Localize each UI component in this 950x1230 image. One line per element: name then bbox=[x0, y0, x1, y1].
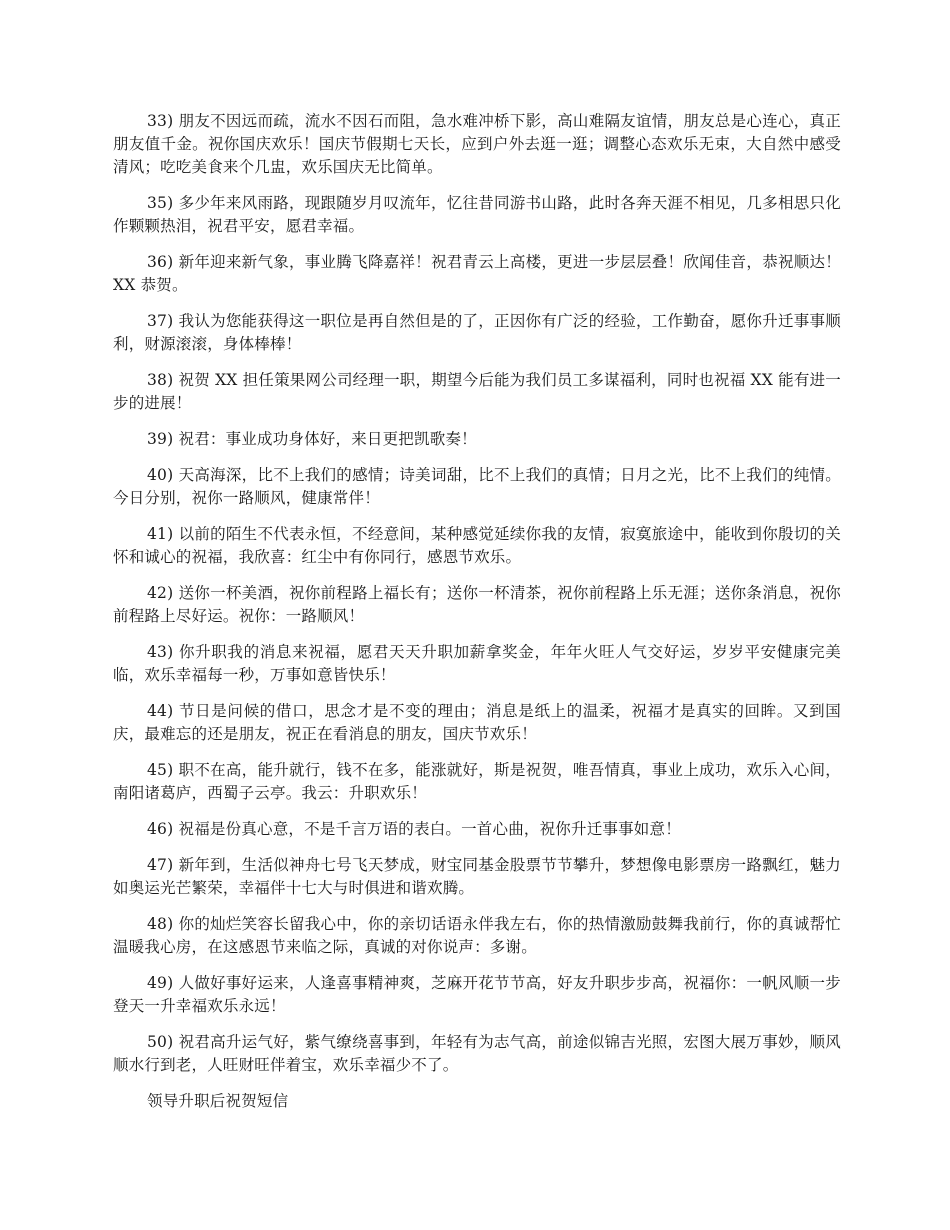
document-page bbox=[113, 110, 841, 1126]
paragraph-37: 37) 我认为您能获得这一职位是再自然但是的了，正因你有广泛的经验，工作勤奋，愿你升迁事事顺利，财源滚滚，身体棒棒！ bbox=[113, 312, 841, 353]
paragraph-35: 35) 多少年来风雨路，现跟随岁月叹流年，忆往昔同游书山路，此时各奔天涯不相见，几多相思只化作颗颗热泪，祝君平安，愿君幸福。 bbox=[113, 194, 841, 235]
paragraph-43: 43) 你升职我的消息来祝福，愿君天天升职加薪拿奖金，年年火旺人气交好运，岁岁平安健康完美临，欢乐幸福每一秒，万事如意皆快乐！ bbox=[113, 643, 841, 684]
section-heading: 领导升职后祝贺短信 bbox=[147, 1092, 289, 1110]
paragraph-36: 36) 新年迎来新气象，事业腾飞降嘉祥！祝君青云上高楼，更进一步层层叠！欣闻佳音，恭祝顺达！XX 恭贺。 bbox=[113, 253, 841, 294]
paragraph-38: 38) 祝贺 XX 担任策果网公司经理一职，期望今后能为我们员工多谋福利，同时也祝福 XX 能有进一步的进展！ bbox=[113, 371, 841, 412]
paragraph-44: 44) 节日是问候的借口，思念才是不变的理由；消息是纸上的温柔，祝福才是真实的回眸。又到国庆，最难忘的还是朋友，祝正在看消息的朋友，国庆节欢乐！ bbox=[113, 702, 841, 743]
paragraph-40: 40) 天高海深，比不上我们的感情；诗美词甜，比不上我们的真情；日月之光，比不上我们的纯情。今日分别，祝你一路顺风，健康常伴！ bbox=[113, 466, 841, 507]
paragraph-46: 46) 祝福是份真心意，不是千言万语的表白。一首心曲，祝你升迁事事如意！ bbox=[147, 820, 681, 838]
paragraph-42: 42) 送你一杯美酒，祝你前程路上福长有；送你一杯清茶，祝你前程路上乐无涯；送你条消息，祝你前程路上尽好运。祝你：一路顺风！ bbox=[113, 584, 841, 625]
paragraph-50: 50) 祝君高升运气好，紫气缭绕喜事到，年轻有为志气高，前途似锦吉光照，宏图大展万事妙，顺风顺水行到老，人旺财旺伴着宝，欢乐幸福少不了。 bbox=[113, 1033, 841, 1074]
paragraph-48: 48) 你的灿烂笑容长留我心中，你的亲切话语永伴我左右，你的热情激励鼓舞我前行，你的真诚帮忙温暖我心房，在这感恩节来临之际，真诚的对你说声：多谢。 bbox=[113, 915, 841, 956]
paragraph-39: 39) 祝君：事业成功身体好，来日更把凯歌奏！ bbox=[147, 430, 477, 448]
paragraph-41: 41) 以前的陌生不代表永恒，不经意间，某种感觉延续你我的友情，寂寞旅途中，能收到你殷切的关怀和诚心的祝福，我欣喜：红尘中有你同行，感恩节欢乐。 bbox=[113, 525, 841, 566]
paragraph-33: 33) 朋友不因远而疏，流水不因石而阻，急水难冲桥下影，高山难隔友谊情，朋友总是心连心，真正朋友值千金。祝你国庆欢乐！国庆节假期七天长，应到户外去逛一逛；调整心态欢乐无束，大自然中感受清风；吃吃美食来个几盅，欢乐国庆无比简单。 bbox=[113, 112, 841, 176]
paragraph-45: 45) 职不在高，能升就行，钱不在多，能涨就好，斯是祝贺，唯吾情真，事业上成功，欢乐入心间，南阳诸葛庐，西蜀子云亭。我云：升职欢乐！ bbox=[113, 761, 841, 802]
paragraph-47: 47) 新年到，生活似神舟七号飞天梦成，财宝同基金股票节节攀升，梦想像电影票房一路飘红，魅力如奥运光芒繁荣，幸福伴十七大与时俱进和谐欢腾。 bbox=[113, 856, 841, 897]
paragraph-49: 49) 人做好事好运来，人逢喜事精神爽，芝麻开花节节高，好友升职步步高，祝福你：一帆风顺一步登天一升幸福欢乐永远！ bbox=[113, 974, 841, 1015]
